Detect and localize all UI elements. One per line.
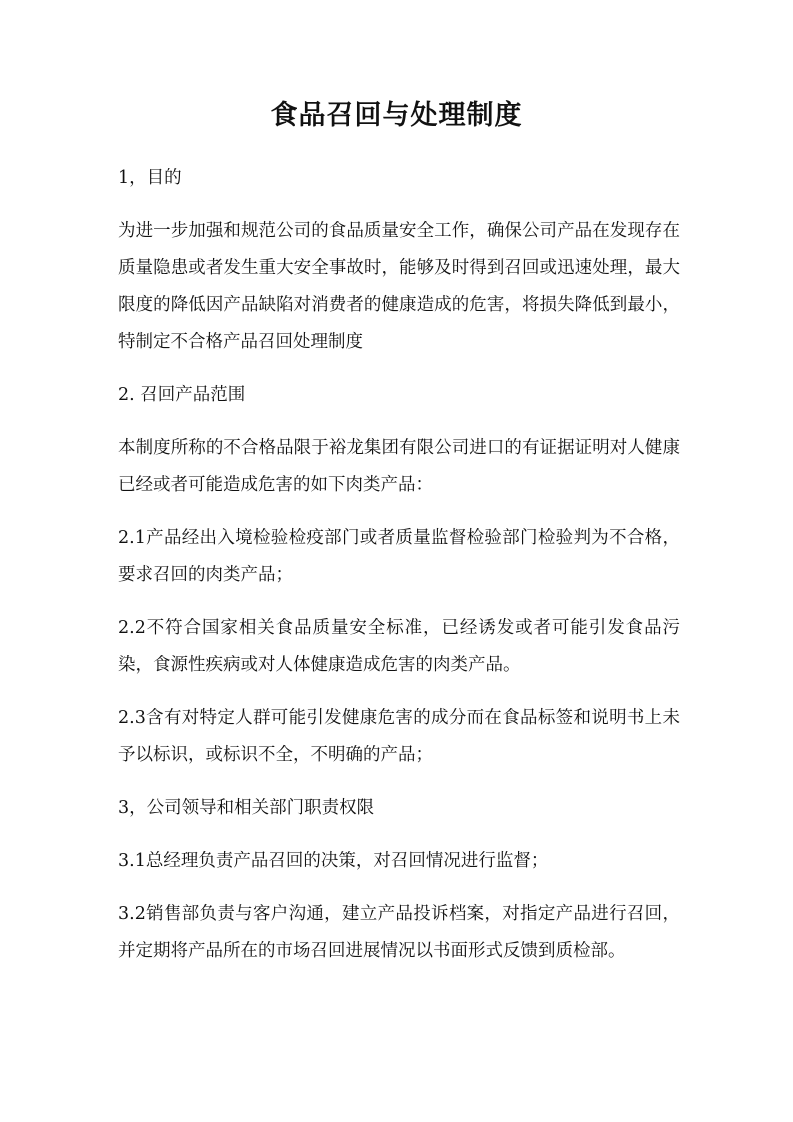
paragraph-scope: 本制度所称的不合格品限于裕龙集团有限公司进口的有证据证明对人健康已经或者可能造成危害的如下肉类产品： — [118, 438, 680, 495]
section-heading-scope: 2. 召回产品范围 — [118, 385, 246, 405]
section-heading-purpose: 1，目的 — [118, 168, 182, 188]
clause-3-1: 3.1总经理负责产品召回的决策，对召回情况进行监督； — [118, 851, 549, 871]
section-heading-responsibilities: 3，公司领导和相关部门职责权限 — [118, 798, 375, 818]
clause-2-1: 2.1产品经出入境检验检疫部门或者质量监督检验部门检验判为不合格，要求召回的肉类产品； — [118, 528, 680, 585]
paragraph-purpose: 为进一步加强和规范公司的食品质量安全工作，确保公司产品在发现存在质量隐患或者发生重大安全事故时，能够及时得到召回或迅速处理，最大限度的降低因产品缺陷对消费者的健康造成的危害，将损失降低到最小，特制定不合格产品召回处理制度 — [118, 221, 680, 352]
clause-2-3: 2.3含有对特定人群可能引发健康危害的成分而在食品标签和说明书上未予以标识，或标识不全，不明确的产品； — [118, 708, 680, 765]
clause-2-2: 2.2不符合国家相关食品质量安全标准，已经诱发或者可能引发食品污染，食源性疾病或对人体健康造成危害的肉类产品。 — [118, 618, 680, 675]
clause-3-2: 3.2销售部负责与客户沟通，建立产品投诉档案，对指定产品进行召回，并定期将产品所在的市场召回进展情况以书面形式反馈到质检部。 — [118, 904, 680, 961]
document-body — [118, 160, 680, 986]
document-title: 食品召回与处理制度 — [270, 100, 523, 131]
